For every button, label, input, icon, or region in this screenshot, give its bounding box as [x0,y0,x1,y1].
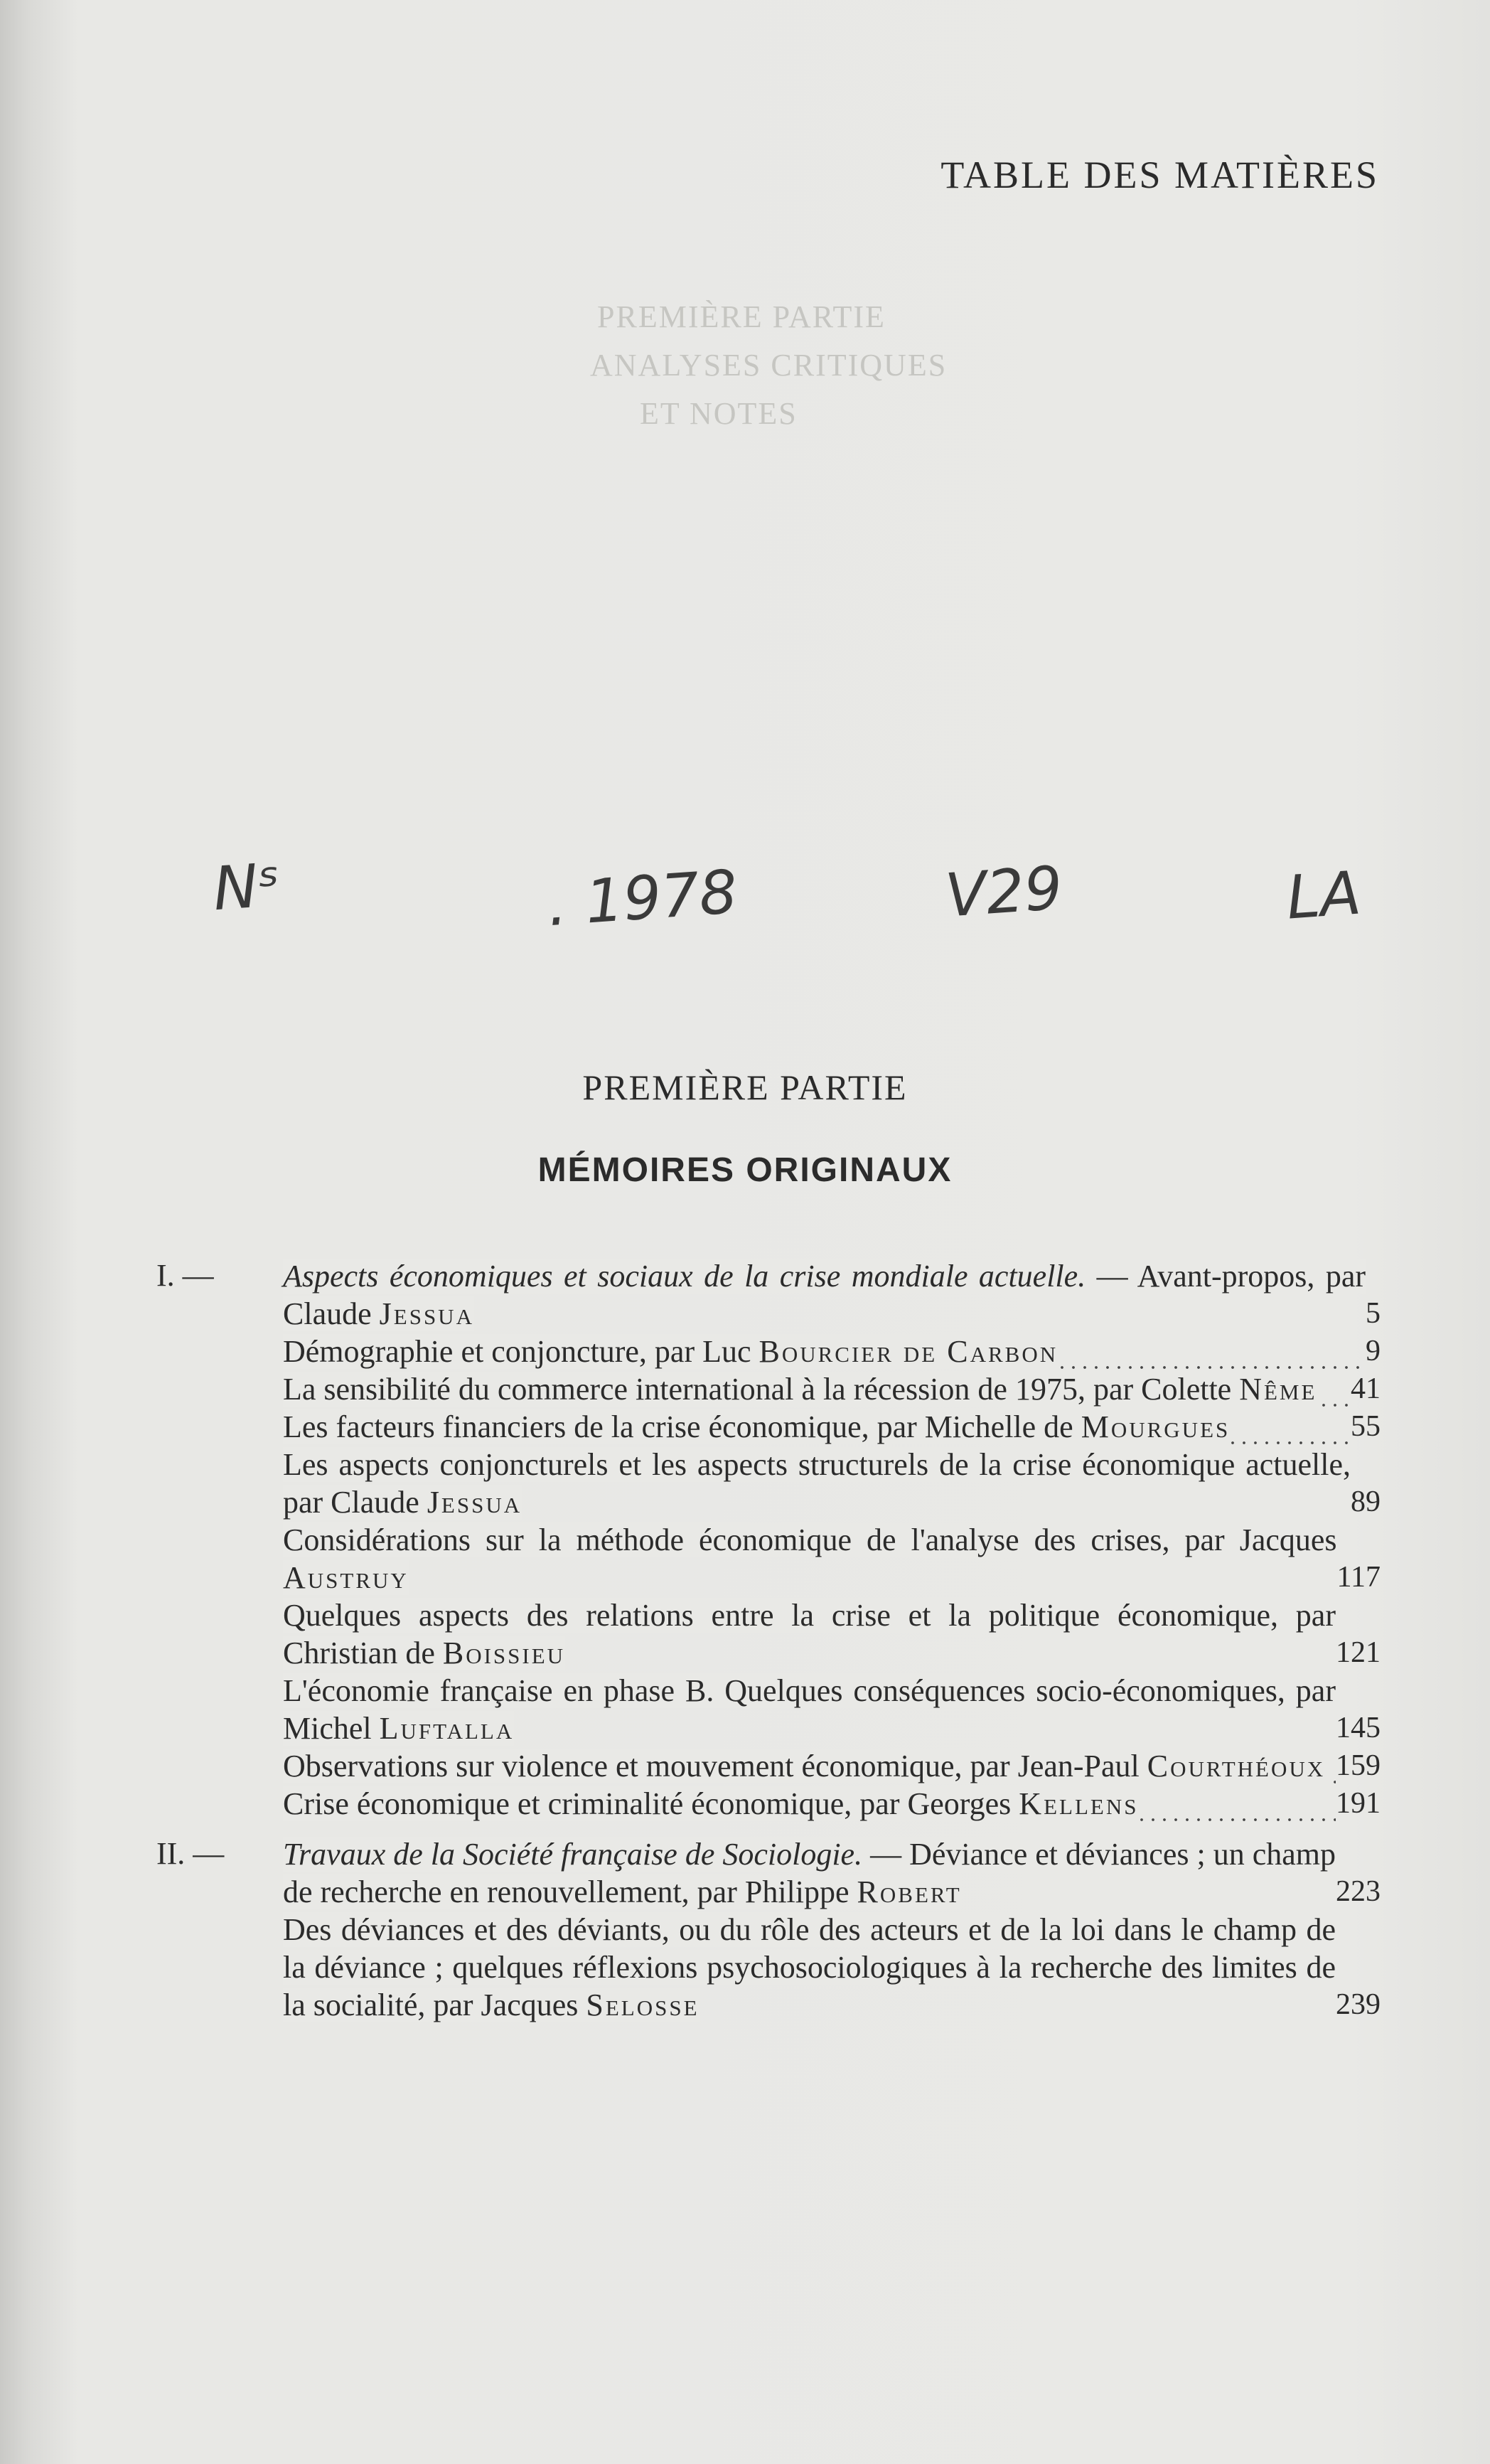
entry-title: Quelques aspects des relations entre la crise et la politique économique, par Christian de [283,1598,1336,1670]
toc-entry [283,1333,1381,1370]
entry-title: Les aspects conjoncturels et les aspects structurels de la crise économique actuelle, par Claude [283,1447,1351,1520]
bleed-through-text: PREMIÈRE PARTIE [597,299,886,334]
entry-author: Mourgues [1081,1409,1231,1444]
entry-title: Observations sur violence et mouvement économique, par Jean-Paul [283,1749,1147,1783]
entry-page-number: 223 [1336,1875,1381,1908]
entry-page-number: 41 [1351,1372,1381,1405]
toc-entry [283,1408,1381,1446]
toc-entry [283,1785,1381,1823]
toc-entry [283,1911,1381,2024]
entry-author: Jessua [427,1485,522,1520]
entry-page-number: 239 [1336,1988,1381,2021]
handwritten-note: V29 [943,853,1065,931]
entry-title: — Avant-propos, par Claude [283,1259,1366,1331]
entry-section-heading: Aspects économiques et sociaux de la crise mondiale actuelle. [283,1259,1086,1294]
entry-author: Austruy [283,1560,409,1595]
section-numeral: II. — [156,1836,225,1871]
entry-title: L'économie française en phase B. Quelques conséquences socio-économiques, par Michel [283,1673,1336,1746]
entry-section-heading: Travaux de la Société française de Sociologie. [283,1837,863,1872]
toc-entry [283,1446,1381,1521]
entry-page-number: 117 [1336,1561,1381,1594]
bleed-through-text: ET NOTES [640,396,798,431]
entry-author: Luftalla [379,1711,515,1746]
entry-page-number: 145 [1336,1712,1381,1744]
entry-author: Boissieu [442,1636,566,1670]
entry-page-number: 121 [1336,1636,1381,1669]
section-numeral: I. — [156,1258,214,1293]
toc-entry [283,1521,1381,1596]
toc-entry [283,1835,1381,1911]
entry-page-number: 55 [1351,1410,1381,1443]
entry-page-number: 159 [1336,1749,1381,1782]
entry-title: La sensibilité du commerce international à la récession de 1975, par Colette [283,1372,1240,1407]
section-title: MÉMOIRES ORIGINAUX [537,1151,953,1189]
bleed-through-text: ANALYSES CRITIQUES [590,348,948,383]
page-title: TABLE DES MATIÈRES [940,154,1379,196]
toc-entry [283,1370,1381,1408]
entry-page-number: 5 [1366,1297,1381,1330]
entry-title: Crise économique et criminalité économique, par Georges [283,1786,1019,1821]
entry-page-number: 89 [1351,1486,1381,1518]
entry-author: Nême [1239,1372,1317,1407]
toc-section [156,1835,1381,2024]
handwritten-note: Nˢ [210,849,283,924]
toc-entry [283,1257,1381,1333]
part-title: PREMIÈRE PARTIE [582,1067,908,1107]
entry-page-number: 191 [1336,1787,1381,1820]
entry-author: Bourcier de Carbon [759,1334,1058,1369]
entry-title: Démographie et conjoncture, par Luc [283,1334,759,1369]
entry-author: Kellens [1019,1786,1139,1821]
entry-title: — Déviance et déviances ; un champ de recherche en renouvellement, par Philippe [283,1837,1336,1909]
entry-title: Les facteurs financiers de la crise économique, par Michelle de [283,1409,1081,1444]
entry-author: Jessua [379,1296,474,1331]
handwritten-note: . 1978 [545,856,740,940]
entry-page-number: 9 [1366,1335,1381,1367]
toc-section [156,1257,1381,1823]
toc-entry [283,1596,1381,1672]
handwritten-note: LA [1284,858,1363,933]
entry-author: Courthéoux [1147,1749,1326,1783]
entry-author: Robert [857,1874,962,1909]
entry-title: Considérations sur la méthode économique de l'analyse des crises, par Jacques [283,1522,1337,1557]
table-of-contents [156,1257,1381,2024]
toc-entry [283,1672,1381,1747]
toc-entry [283,1747,1381,1785]
entry-author: Selosse [586,1988,700,2022]
entry-title: Des déviances et des déviants, ou du rôle des acteurs et de la loi dans le champ de la déviance ; quelques réflexions psychosociologiques à la recherche des limites de la socialité, par Jacques [283,1912,1336,2022]
